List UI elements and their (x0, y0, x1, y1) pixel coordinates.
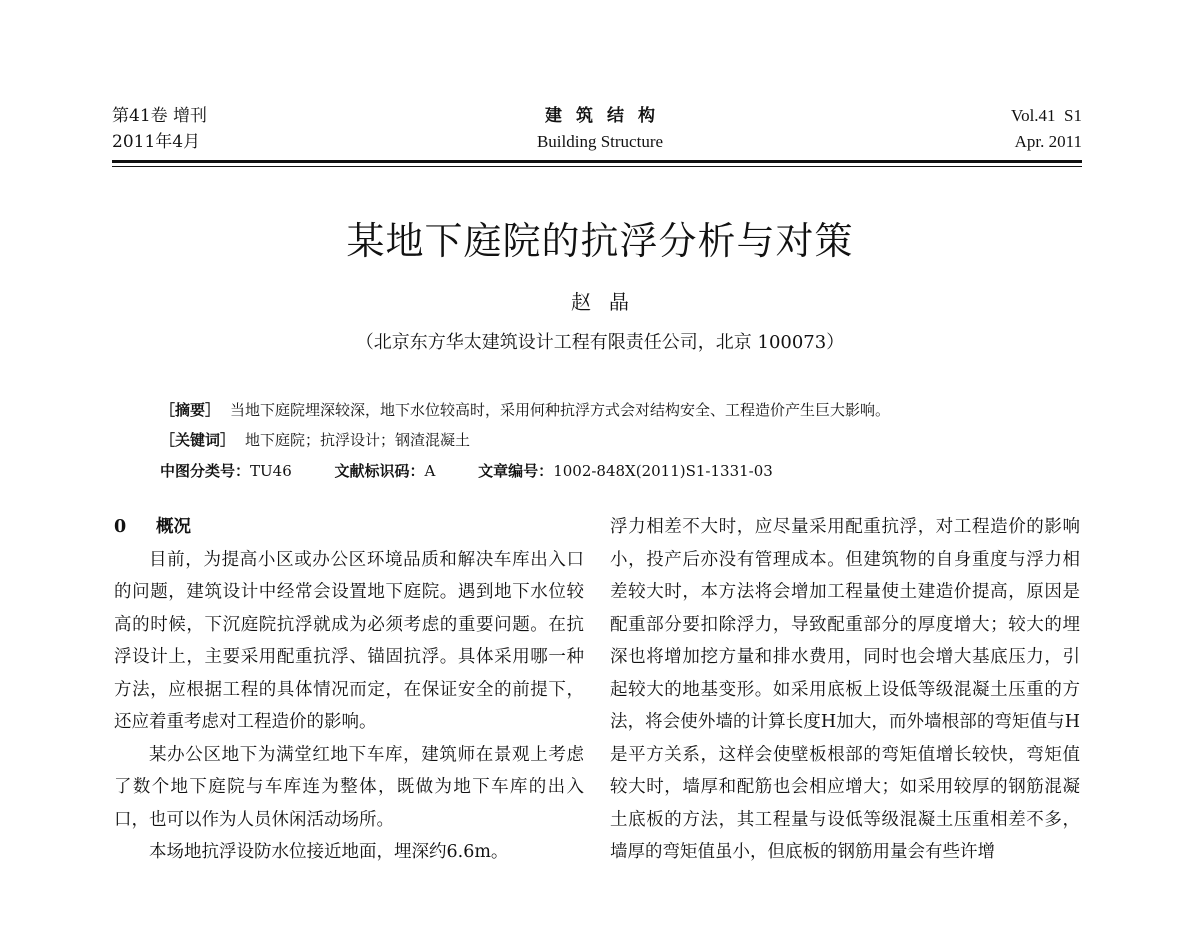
body-paragraph: 某办公区地下为满堂红地下车库，建筑师在景观上考虑了数个地下庭院与车库连为整体，既做为地下车库的出入口，也可以作为人员休闲活动场所。 (114, 744, 584, 830)
journal-name-en: Building Structure (536, 132, 664, 151)
article-value: 1002-848X(2011)S1-1331-03 (553, 462, 773, 480)
affiliation: （北京东方华太建筑设计工程有限责任公司，北京 100073） (355, 332, 845, 353)
keywords-text: 地下庭院；抗浮设计；钢渣混凝土 (245, 431, 471, 449)
abstract-label: ［摘要］ (160, 401, 221, 419)
volume-issue: 第41卷 增刊 (112, 106, 208, 126)
paper-title: 某地下庭院的抗浮分析与对策 (346, 219, 854, 263)
clc-label: 中图分类号： (160, 462, 251, 480)
keywords (160, 430, 1060, 450)
body-paragraph: 本场地抗浮设防水位接近地面，埋深约6.6m。 (149, 842, 509, 862)
doc-value: A (424, 462, 436, 480)
article-number (478, 462, 773, 480)
volume-issue-en: Vol.41 S1 (1010, 106, 1082, 125)
abstract-text: 当地下庭院埋深较深，地下水位较高时，采用何种抗浮方式会对结构安全、工程造价产生巨大影响。 (230, 401, 891, 419)
journal-name-cn: 建筑结构 (545, 106, 669, 126)
clc-number (160, 462, 292, 480)
issue-date: 2011年4月 (112, 132, 201, 152)
doc-label: 文献标识码： (334, 462, 425, 480)
keywords-label: ［关键词］ (160, 431, 236, 449)
article-label: 文章编号： (478, 462, 554, 480)
section-title: 概况 (156, 517, 191, 537)
body-paragraph-continued: 浮力相差不大时，应尽量采用配重抗浮，对工程造价的影响小，投产后亦没有管理成本。但建筑物的自身重度与浮力相差较大时，本方法将会增加工程量使土建造价提高，原因是配重部分要扣除浮力，导致配重部分的厚度增大；较大的埋深也将增加挖方量和排水费用，同时也会增大基底压力，引起较大的地基变形。如采用底板上设低等级混凝土压重的方法，将会使外墙的计算长度H加大，而外墙根部的弯矩值与H是平方关系，这样会使壁板根部的弯矩值增长较快，弯矩值较大时，墙厚和配筋也会相应增大；如采用较厚的钢筋混凝土底板的方法，其工程量与设低等级混凝土压重相差不多，墙厚的弯矩值虽小，但底板的钢筋用量会有些许增 (610, 517, 1080, 862)
header-rule-thin (112, 166, 1082, 167)
abstract (160, 400, 1060, 420)
clc-value: TU46 (250, 462, 292, 480)
header-rule-thick (112, 160, 1082, 163)
classification-line (160, 461, 1060, 481)
issue-date-en: Apr. 2011 (1014, 132, 1082, 151)
section-heading (114, 511, 584, 544)
document-code (335, 462, 436, 480)
author: 赵晶 (571, 290, 647, 314)
body-left-column (114, 511, 584, 869)
journal-volume-info-en (1011, 103, 1082, 155)
body-right-column (610, 511, 1080, 869)
body-paragraph: 目前，为提高小区或办公区环境品质和解决车库出入口的问题，建筑设计中经常会设置地下庭院。遇到地下水位较高的时候，下沉庭院抗浮就成为必须考虑的重要问题。在抗浮设计上，主要采用配重抗浮、锚固抗浮。具体采用哪一种方法，应根据工程的具体情况而定，在保证安全的前提下，还应着重考虑对工程造价的影响。 (114, 549, 584, 732)
section-number: 0 (114, 517, 127, 537)
